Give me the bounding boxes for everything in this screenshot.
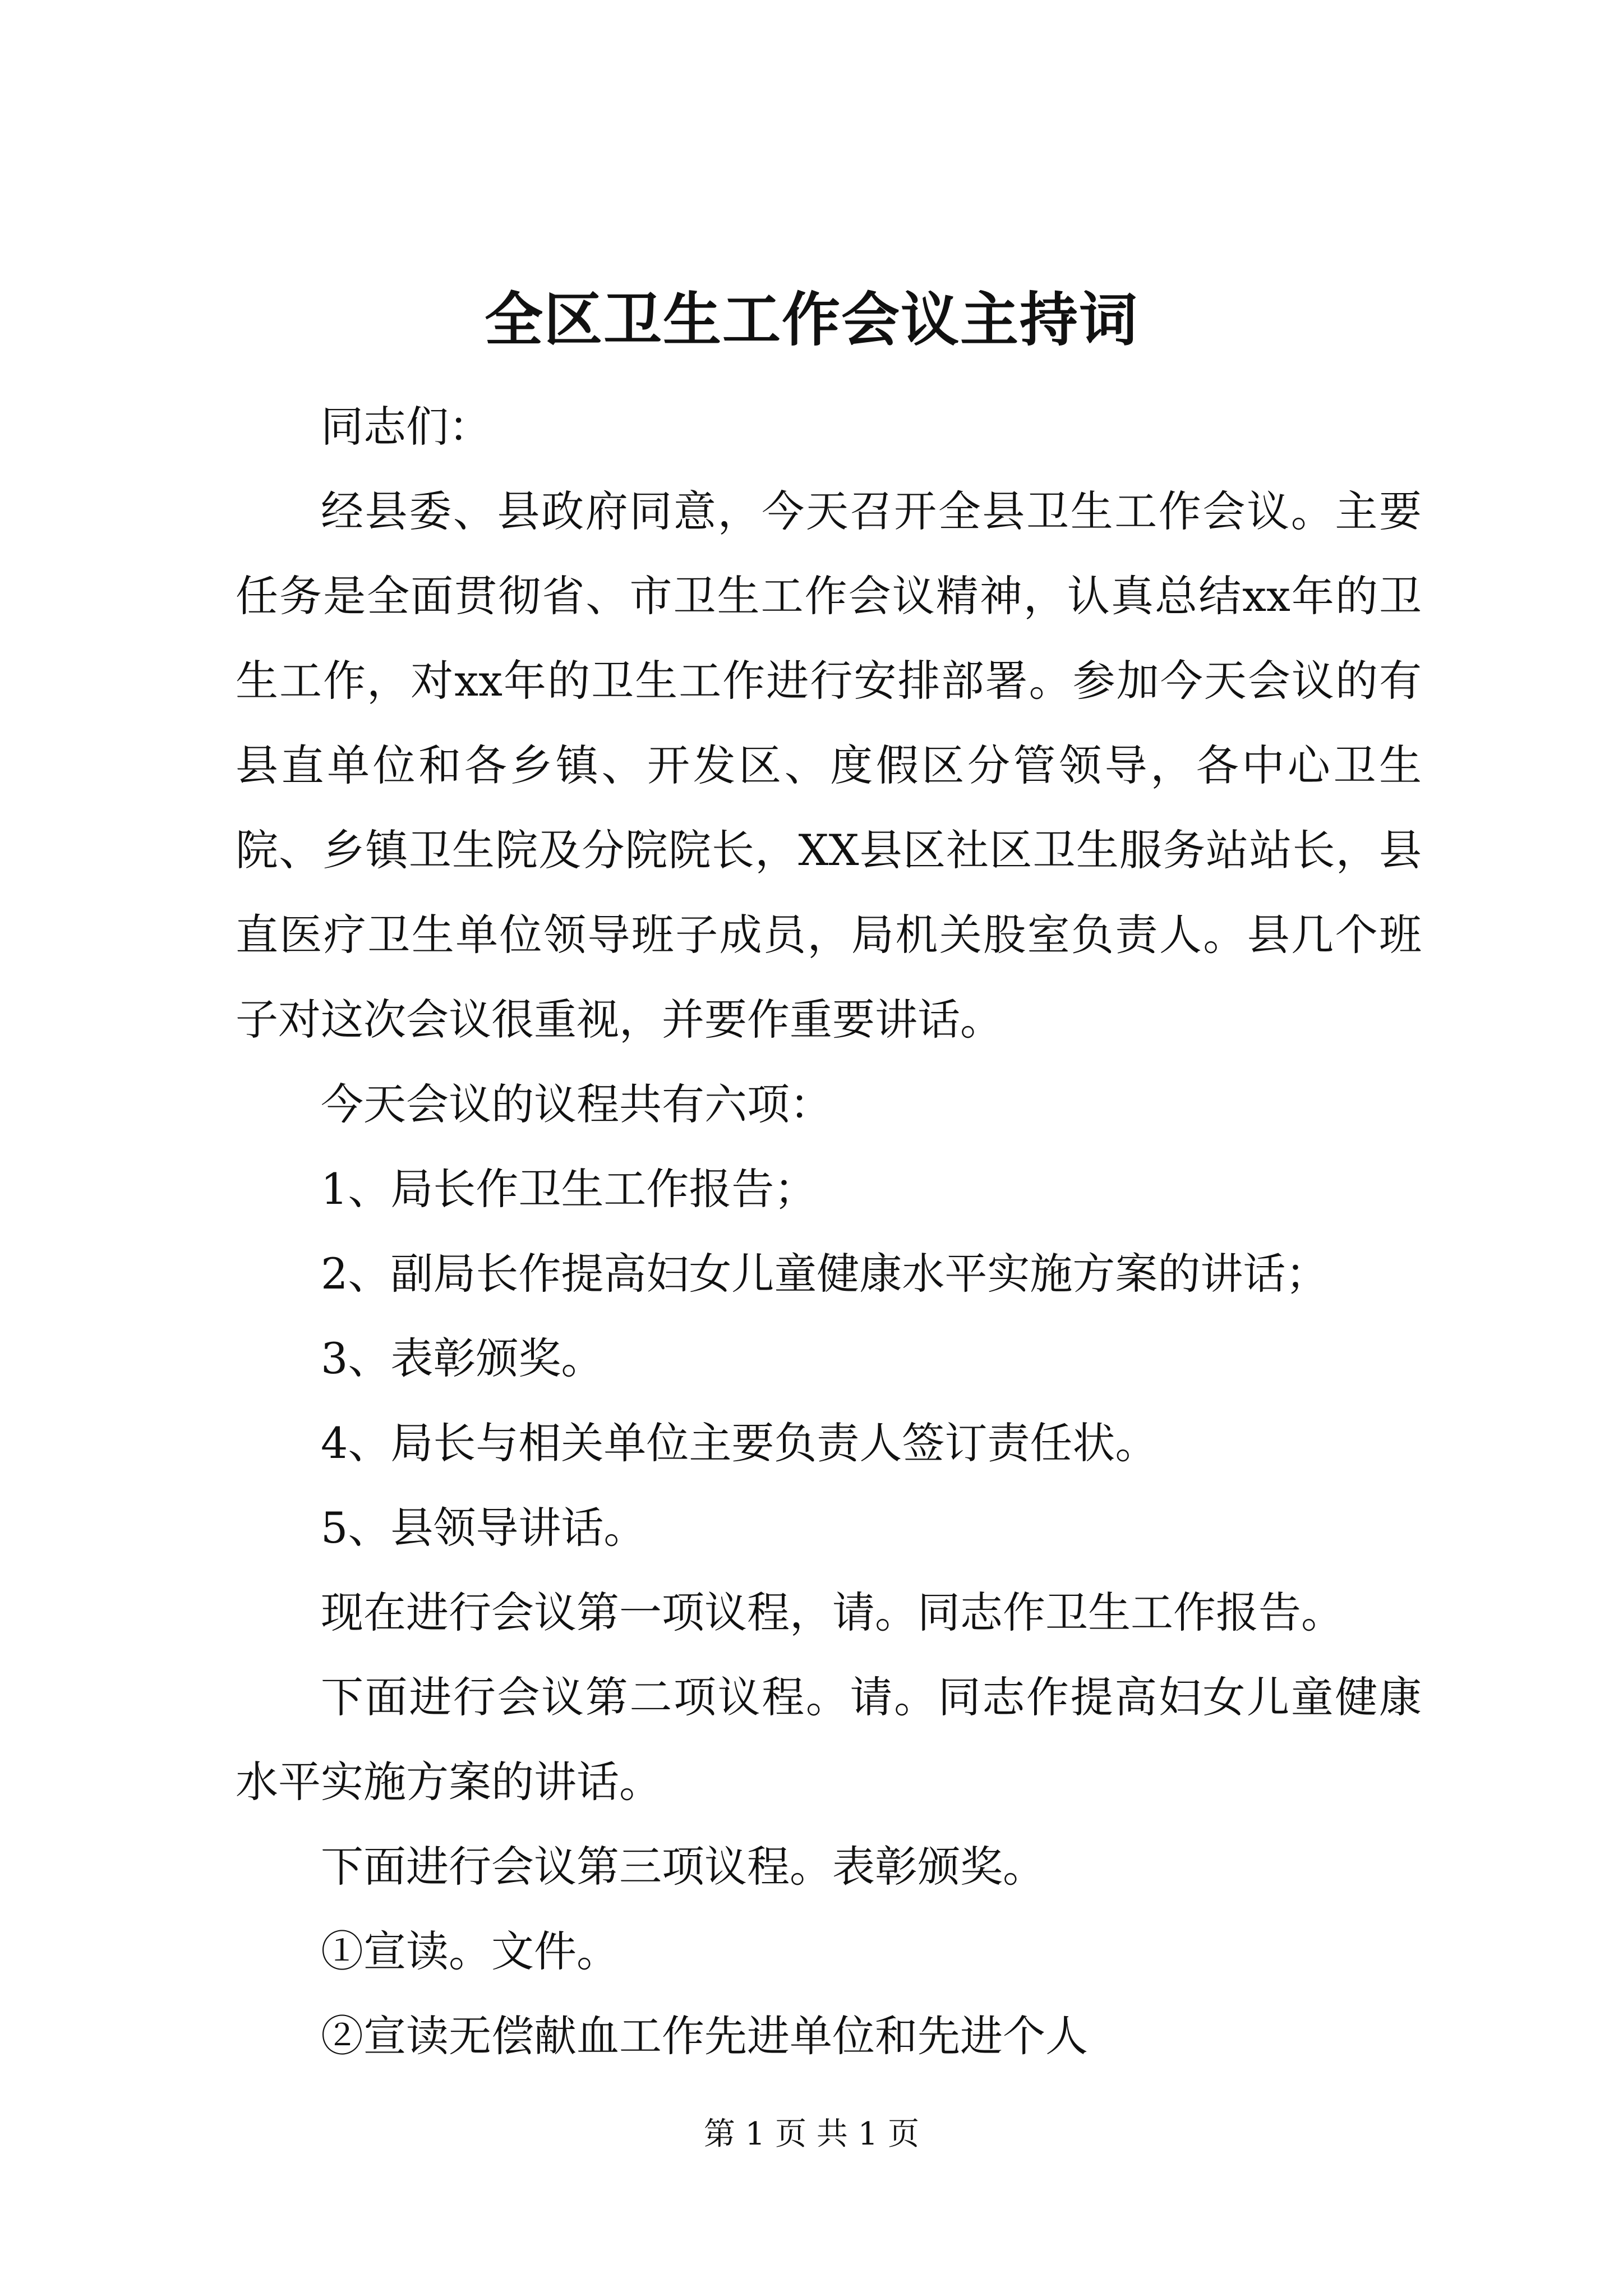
agenda-step-3-paragraph: 下面进行会议第三项议程。表彰颁奖。 xyxy=(321,1842,1045,1892)
agenda-heading: 今天会议的议程共有六项： xyxy=(321,1079,832,1129)
agenda-item-4: 4、局长与相关单位主要负责人签订责任状。 xyxy=(321,1418,1158,1468)
sub-item-1: ①宣读。文件。 xyxy=(321,1926,619,1976)
agenda-step-1-paragraph: 现在进行会议第一项议程，请。同志作卫生工作报告。 xyxy=(321,1588,1344,1637)
agenda-item-5: 5、县领导讲话。 xyxy=(321,1503,647,1553)
agenda-item-2: 2、副局长作提高妇女儿童健康水平实施方案的讲话； xyxy=(321,1249,1329,1299)
intro-paragraph: 经县委、县政府同意，今天召开全县卫生工作会议。主要任务是全面贯彻省、市卫生工作会议精神，认真总结xx年的卫生工作，对xx年的卫生工作进行安排部署。参加今天会议的有县直单位和各乡镇、开发区、度假区分管领导，各中心卫生院、乡镇卫生院及分院院长，XX县区社区卫生服务站站长，县直医疗卫生单位领导班子成员，局机关股室负责人。县几个班子对这次会议很重视，并要作重要讲话。 xyxy=(236,486,1422,1045)
agenda-item-3: 3、表彰颁奖。 xyxy=(321,1333,604,1383)
agenda-step-2-paragraph: 下面进行会议第二项议程。请。同志作提高妇女儿童健康水平实施方案的讲话。 xyxy=(236,1672,1422,1807)
document-body xyxy=(236,384,1422,2078)
page-footer: 第 1 页 共 1 页 xyxy=(703,2116,920,2152)
agenda-item-1: 1、局长作卫生工作报告； xyxy=(321,1164,817,1214)
document-title: 全区卫生工作会议主持词 xyxy=(484,285,1138,354)
sub-item-2: ②宣读无偿献血工作先进单位和先进个人 xyxy=(321,2011,1088,2061)
salutation: 同志们： xyxy=(321,402,491,452)
